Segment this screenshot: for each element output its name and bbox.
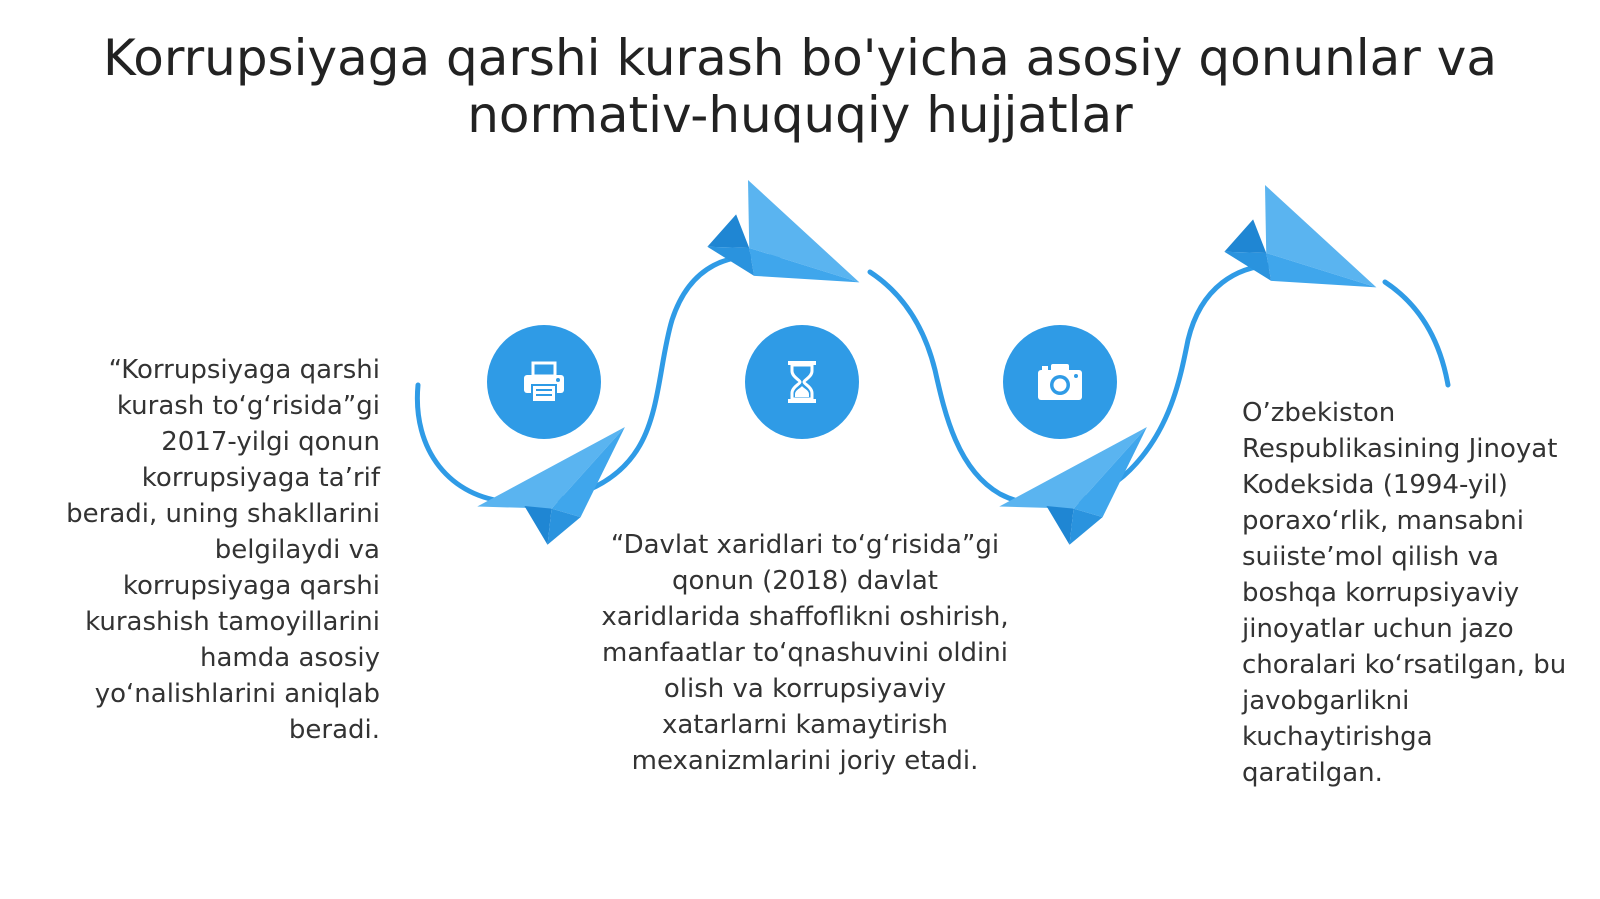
step-1-text: “Korrupsiyaga qarshi kurash to‘g‘risida”gi 2017-yilgi qonun korrupsiyaga ta’rif beradi, uning shakllarini belgilaydi va korrupsiyaga qarshi kurashish tamoyillarini hamda asosiy yo‘nalishlarini aniqlab beradi. bbox=[66, 355, 380, 745]
step-1-circle bbox=[487, 325, 601, 439]
paper-plane-4 bbox=[1220, 185, 1388, 335]
camera-icon bbox=[1035, 360, 1085, 404]
step-2-text: “Davlat xaridlari to‘g‘risida”gi qonun (2018) davlat xaridlarida shaffoflikni oshirish, manfaatlar to‘qnashuvini oldini olish va korrupsiyaviy xatarlarni kamaytirish mexanizmlarini joriy etadi. bbox=[601, 530, 1009, 776]
page-title: Korrupsiyaga qarshi kurash bo'yicha asosiy qonunlar va normativ-huquqiy hujjatlar bbox=[103, 29, 1497, 144]
hourglass-icon bbox=[782, 357, 822, 407]
step-3-circle bbox=[1003, 325, 1117, 439]
step-2-circle bbox=[745, 325, 859, 439]
paper-plane-2 bbox=[703, 180, 871, 330]
wave-segment-3 bbox=[1385, 282, 1448, 385]
step-3-text: O’zbekiston Respublikasining Jinoyat Kodeksida (1994-yil) poraxo‘rlik, mansabni suiiste’mol qilish va boshqa korrupsiyaviy jinoyatlar uchun jazo choralari ko‘rsatilgan, bu javobgarlikni kuchaytirishga qaratilgan. bbox=[1242, 398, 1567, 788]
printer-icon bbox=[519, 357, 569, 407]
